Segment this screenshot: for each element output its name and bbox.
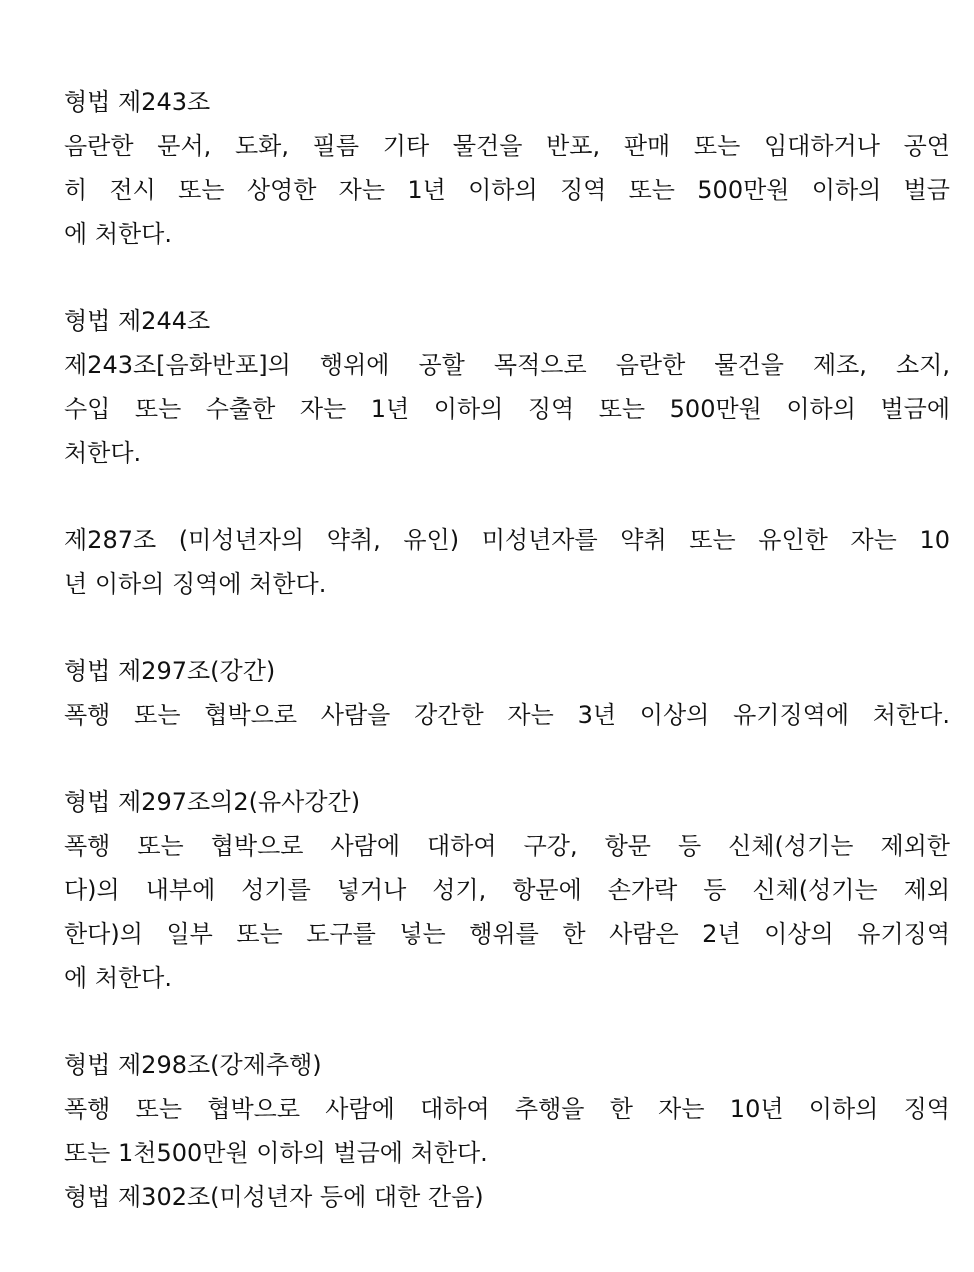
article-text-line: 제243조[음화반포]의 행위에 공할 목적으로 음란한 물건을 제조, 소지, [64, 351, 950, 379]
document-page [64, 80, 950, 1219]
article-heading: 형법 제297조(강간) [64, 657, 276, 685]
article-heading: 형법 제297조의2(유사강간) [64, 788, 361, 816]
article-text-line: 수입 또는 수출한 자는 1년 이하의 징역 또는 500만원 이하의 벌금에 [64, 395, 950, 423]
article-heading: 형법 제302조(미성년자 등에 대한 간음) [64, 1183, 484, 1211]
article-text-line: 음란한 문서, 도화, 필름 기타 물건을 반포, 판매 또는 임대하거나 공연 [64, 132, 950, 160]
article-text-line: 제287조 (미성년자의 약취, 유인) 미성년자를 약취 또는 유인한 자는 10 [64, 526, 950, 554]
article-text-line: 에 처한다. [64, 220, 172, 248]
article-297-2 [64, 780, 950, 1000]
article-text-line: 또는 1천500만원 이하의 벌금에 처한다. [64, 1139, 488, 1167]
article-heading: 형법 제298조(강제추행) [64, 1051, 322, 1079]
article-text-line: 년 이하의 징역에 처한다. [64, 570, 327, 598]
article-heading: 형법 제243조 [64, 88, 211, 116]
article-298 [64, 1043, 950, 1175]
article-text-line: 폭행 또는 협박으로 사람을 강간한 자는 3년 이상의 유기징역에 처한다. [64, 701, 950, 729]
article-287 [64, 518, 950, 606]
article-text-line: 폭행 또는 협박으로 사람에 대하여 추행을 한 자는 10년 이하의 징역 [64, 1095, 950, 1123]
article-297 [64, 649, 950, 737]
article-text-line: 폭행 또는 협박으로 사람에 대하여 구강, 항문 등 신체(성기는 제외한 [64, 832, 950, 860]
article-text-line: 처한다. [64, 439, 142, 467]
article-243 [64, 80, 950, 256]
article-heading: 형법 제244조 [64, 307, 211, 335]
article-244 [64, 299, 950, 475]
article-text-line: 히 전시 또는 상영한 자는 1년 이하의 징역 또는 500만원 이하의 벌금 [64, 176, 950, 204]
article-302 [64, 1175, 950, 1219]
article-text-line: 다)의 내부에 성기를 넣거나 성기, 항문에 손가락 등 신체(성기는 제외 [64, 876, 950, 904]
article-text-line: 에 처한다. [64, 964, 172, 992]
article-text-line: 한다)의 일부 또는 도구를 넣는 행위를 한 사람은 2년 이상의 유기징역 [64, 920, 950, 948]
